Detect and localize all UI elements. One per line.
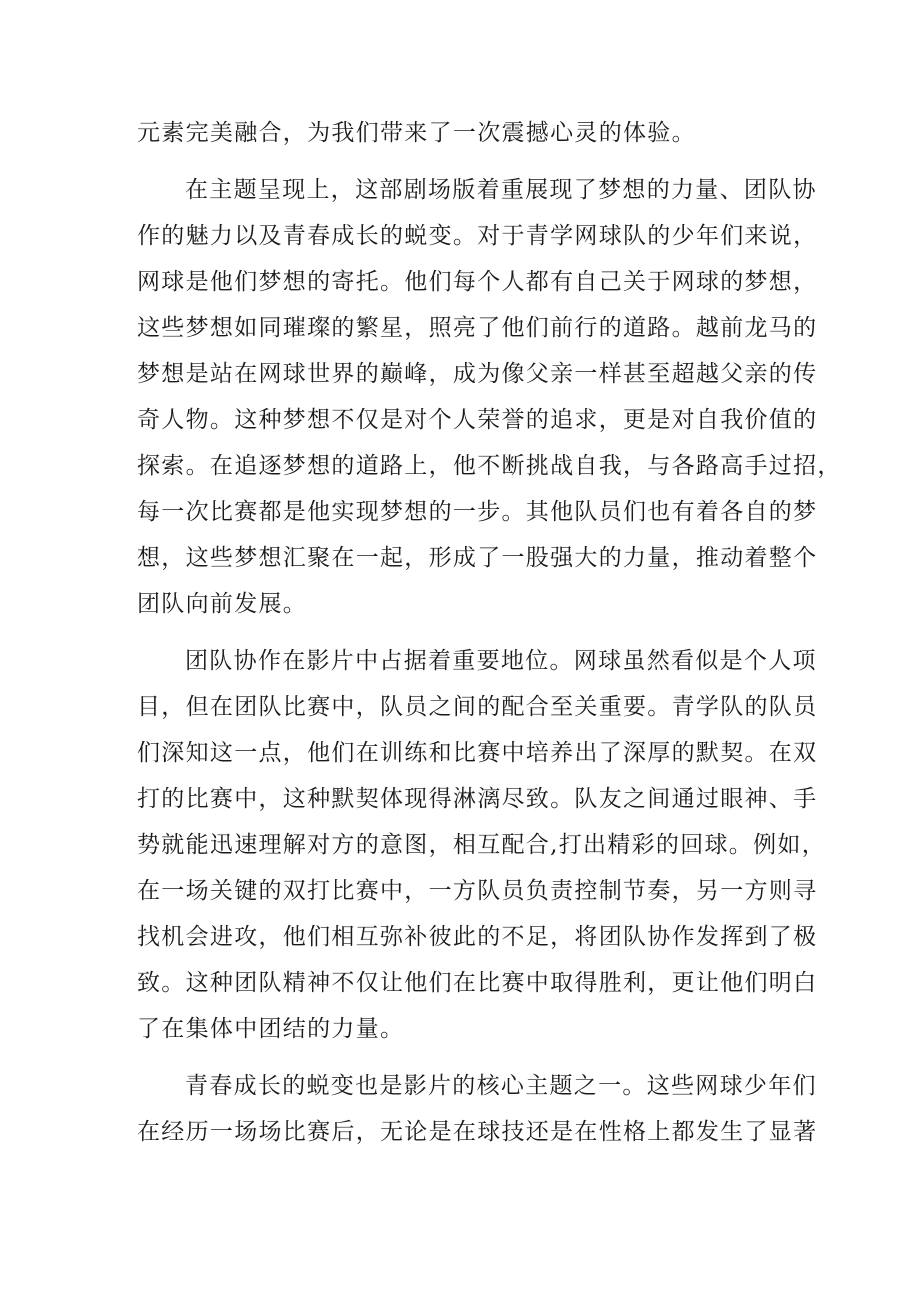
text-line: 奇人物。这种梦想不仅是对个人荣誉的追求，更是对自我价值的 — [137, 407, 818, 433]
text-line: 了在集体中团结的力量。 — [137, 1016, 405, 1042]
text-line: 找机会进攻，他们相互弥补彼此的不足，将团队协作发挥到了极 — [137, 924, 818, 950]
text-line: 在主题呈现上，这部剧场版着重展现了梦想的力量、团队协 — [185, 177, 817, 203]
text-line: 在经历一场场比赛后，无论是在球技还是在性格上都发生了显著 — [137, 1119, 818, 1145]
text-line: 团队向前发展。 — [137, 591, 308, 617]
text-line: 在一场关键的双打比赛中，一方队员负责控制节奏，另一方则寻 — [137, 878, 818, 904]
text-line: 想，这些梦想汇聚在一起，形成了一股强大的力量，推动着整个 — [137, 545, 818, 571]
text-line: 势就能迅速理解对方的意图，相互配合,打出精彩的回球。例如， — [137, 832, 827, 858]
text-line: 们深知这一点，他们在训练和比赛中培养出了深厚的默契。在双 — [137, 740, 818, 766]
text-line: 探索。在追逐梦想的道路上，他不断挑战自我，与各路高手过招， — [137, 453, 842, 479]
text-line: 团队协作在影片中占据着重要地位。网球虽然看似是个人项 — [185, 648, 817, 674]
text-line: 致。这种团队精神不仅让他们在比赛中取得胜利，更让他们明白 — [137, 970, 818, 996]
body-text — [137, 110, 842, 1155]
text-line: 这些梦想如同璀璨的繁星，照亮了他们前行的道路。越前龙马的 — [137, 315, 818, 341]
text-line: 每一次比赛都是他实现梦想的一步。其他队员们也有着各自的梦 — [137, 499, 818, 525]
text-line: 元素完美融合，为我们带来了一次震撼心灵的体验。 — [137, 120, 696, 146]
text-line: 网球是他们梦想的寄托。他们每个人都有自己关于网球的梦想， — [137, 269, 818, 295]
text-line: 打的比赛中，这种默契体现得淋漓尽致。队友之间通过眼神、手 — [137, 786, 818, 812]
text-line: 梦想是站在网球世界的巅峰，成为像父亲一样甚至超越父亲的传 — [137, 361, 818, 387]
text-line: 目，但在团队比赛中，队员之间的配合至关重要。青学队的队员 — [137, 694, 818, 720]
text-line: 作的魅力以及青春成长的蜕变。对于青学网球队的少年们来说， — [137, 223, 818, 249]
text-line: 青春成长的蜕变也是影片的核心主题之一。这些网球少年们 — [185, 1073, 817, 1099]
